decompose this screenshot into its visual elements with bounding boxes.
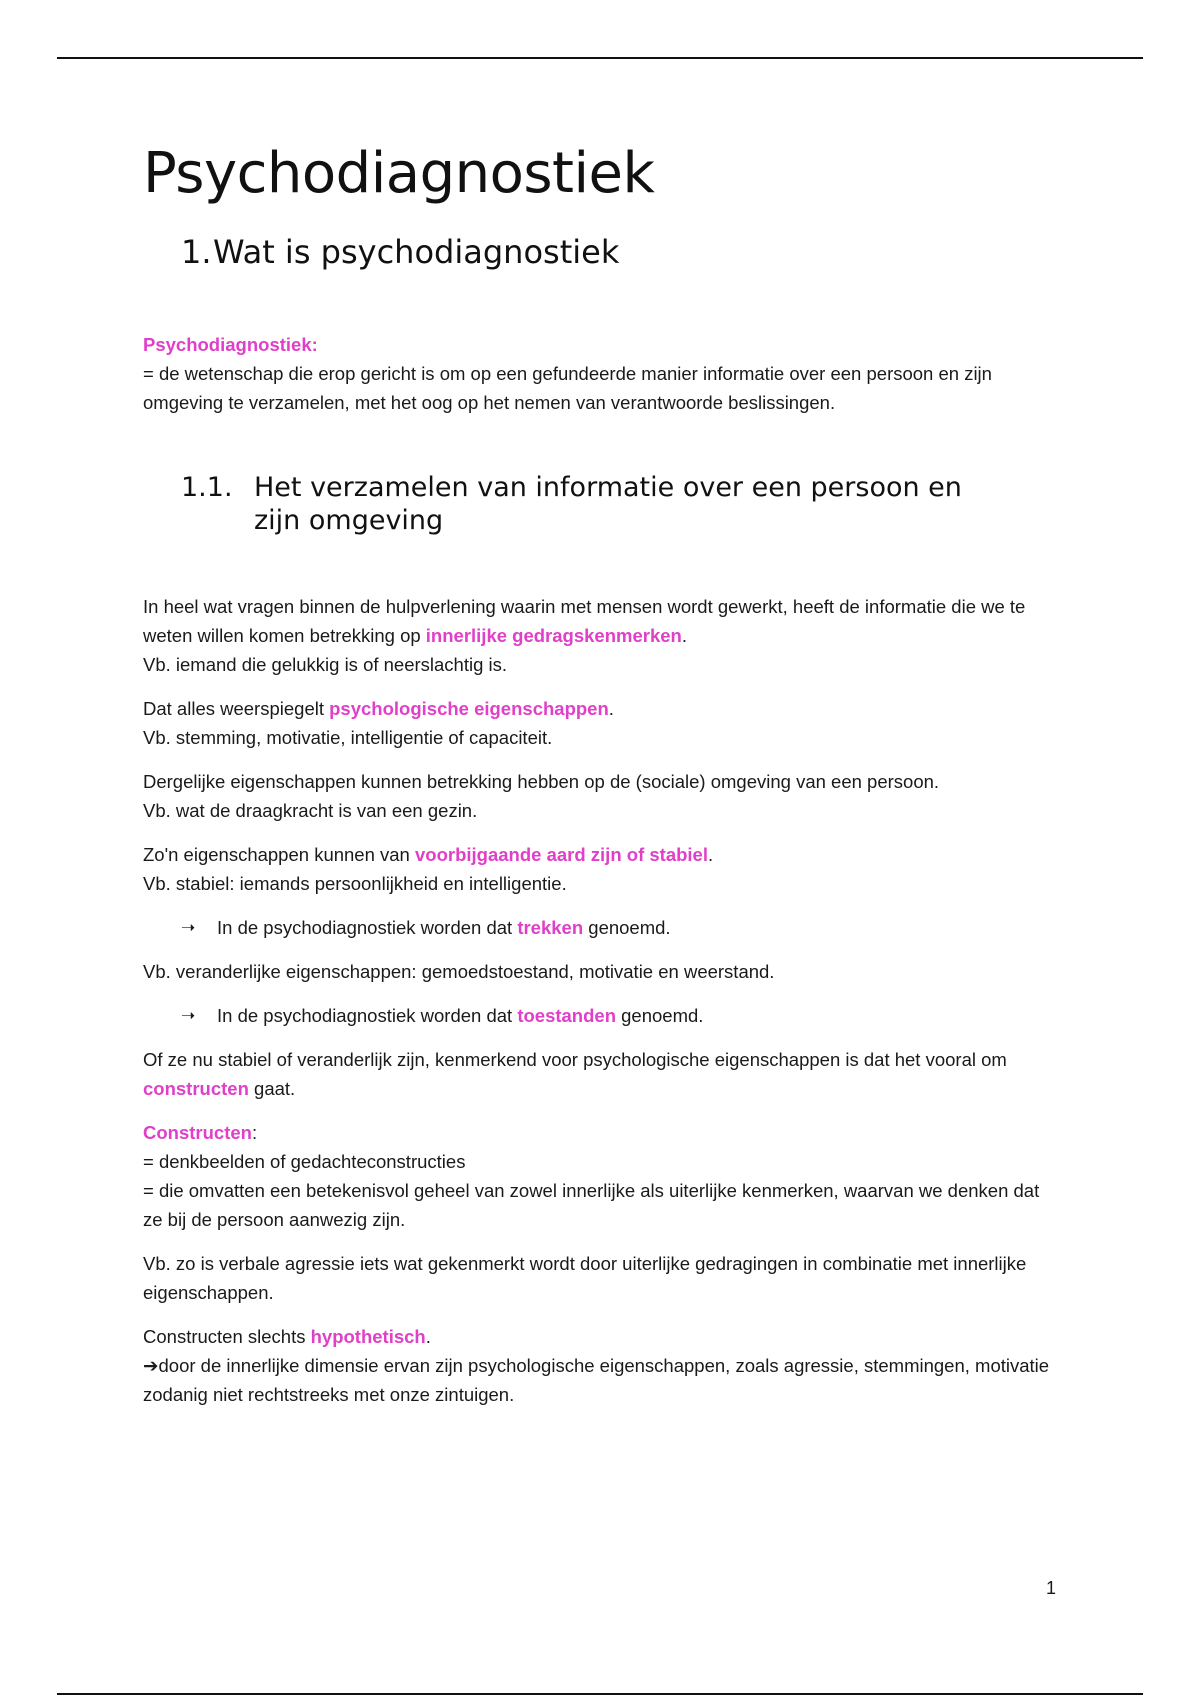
paragraph-1 [143, 592, 1063, 679]
definition-term: Psychodiagnostiek: [143, 334, 318, 355]
subsection-number: 1.1. [181, 472, 233, 503]
text: . [608, 698, 614, 719]
text: Of ze nu stabiel of veranderlijk zijn, kenmerkend voor psychologische eigenschappen is dat het vooral om [143, 1049, 1007, 1070]
text: In heel wat vragen binnen de hulpverlening waarin met mensen wordt gewerkt, heeft de informatie die we te weten willen komen betrekking op [143, 596, 1026, 646]
arrow-right-icon: ➔ [143, 1355, 159, 1376]
highlight-term: voorbijgaande aard zijn of stabiel [415, 844, 708, 865]
example-text: Vb. wat de draagkracht is van een gezin. [143, 800, 478, 821]
arrow-item-1 [181, 913, 1063, 942]
text: : [251, 1122, 258, 1143]
example-text: Vb. stemming, motivatie, intelligentie of capaciteit. [143, 727, 553, 748]
paragraph-3 [143, 767, 1063, 825]
constructs-definition [143, 1118, 1063, 1234]
paragraph-8 [143, 1322, 1063, 1409]
text: . [425, 1326, 431, 1347]
body-text: Dergelijke eigenschappen kunnen betrekking hebben op de (sociale) omgeving van een persoon. [143, 771, 940, 792]
text: genoemd. [583, 917, 671, 938]
header-rule [57, 57, 1143, 59]
text: genoemd. [616, 1005, 704, 1026]
highlight-term: toestanden [517, 1005, 616, 1026]
definition-text: = de wetenschap die erop gericht is om op een gefundeerde manier informatie over een persoon en zijn omgeving te verzamelen, met het oog op het nemen van verantwoorde beslissingen. [143, 363, 992, 413]
definition-block [143, 330, 1063, 417]
paragraph-6 [143, 1045, 1063, 1103]
section-number: 1. [181, 233, 212, 271]
text: Zo'n eigenschappen kunnen van [143, 844, 415, 865]
definition-line: = die omvatten een betekenisvol geheel van zowel innerlijke als uiterlijke kenmerken, waarvan we denken dat ze bij de persoon aanwezig zijn. [143, 1180, 1040, 1230]
highlight-term: constructen [143, 1078, 249, 1099]
document-content [143, 138, 1063, 1409]
paragraph-5 [143, 957, 1063, 986]
text: gaat. [248, 1078, 296, 1099]
highlight-term: hypothetisch [310, 1326, 426, 1347]
section-title: Wat is psychodiagnostiek [213, 233, 620, 271]
text: Dat alles weerspiegelt [143, 698, 330, 719]
example-text: Vb. stabiel: iemands persoonlijkheid en intelligentie. [143, 873, 567, 894]
section-heading-1-1 [181, 471, 1063, 537]
highlight-term: trekken [517, 917, 584, 938]
example-text: Vb. iemand die gelukkig is of neerslachtig is. [143, 654, 508, 675]
text: Constructen slechts [143, 1326, 311, 1347]
highlight-term: innerlijke gedragskenmerken [425, 625, 682, 646]
example-text: Vb. veranderlijke eigenschappen: gemoedstoestand, motivatie en weerstand. [143, 961, 775, 982]
text: . [681, 625, 687, 646]
paragraph-7 [143, 1249, 1063, 1307]
document-title: Psychodiagnostiek [143, 141, 655, 206]
example-text: Vb. zo is verbale agressie iets wat gekenmerkt wordt door uiterlijke gedragingen in combinatie met innerlijke eigenschappen. [143, 1253, 1027, 1303]
text: . [707, 844, 714, 865]
paragraph-2 [143, 694, 1063, 752]
text: In de psychodiagnostiek worden dat [217, 917, 518, 938]
text: In de psychodiagnostiek worden dat [217, 1005, 518, 1026]
paragraph-4 [143, 840, 1063, 898]
page-number: 1 [1046, 1578, 1057, 1598]
highlight-term: psychologische eigenschappen [329, 698, 609, 719]
arrow-right-icon: ➝ [181, 1006, 196, 1025]
subsection-title: Het verzamelen van informatie over een persoon en zijn omgeving [254, 472, 962, 536]
definition-line: = denkbeelden of gedachteconstructies [143, 1151, 466, 1172]
arrow-item-2 [181, 1001, 1063, 1030]
arrow-right-icon: ➝ [181, 918, 196, 937]
footer-rule [57, 1693, 1143, 1695]
definition-term: Constructen [143, 1122, 252, 1143]
section-heading-1 [181, 232, 1063, 272]
text: door de innerlijke dimensie ervan zijn psychologische eigenschappen, zoals agressie, stemmingen, motivatie zodanig niet rechtstreeks met onze zintuigen. [143, 1355, 1050, 1405]
